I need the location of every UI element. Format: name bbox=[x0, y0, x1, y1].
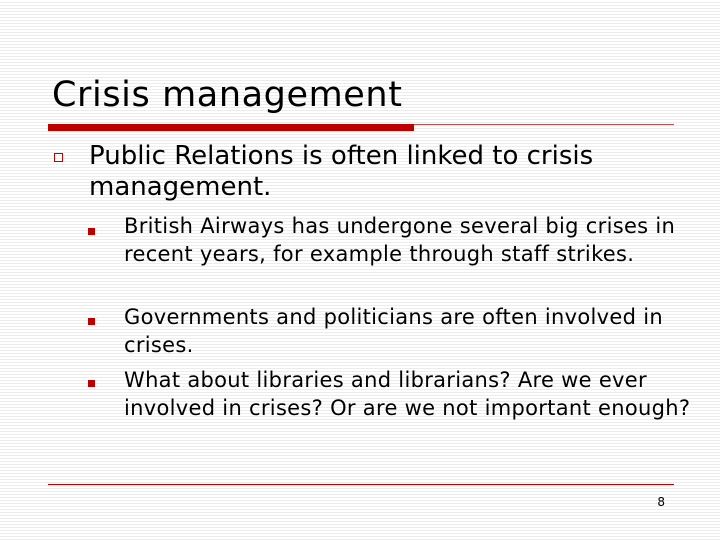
bullet-text: Public Relations is often linked to crisis management. bbox=[89, 141, 594, 202]
hollow-square-bullet-icon bbox=[54, 153, 63, 162]
title-underline-thick bbox=[48, 124, 414, 131]
filled-square-bullet-icon bbox=[88, 228, 95, 235]
sub-bullet-text: British Airways has undergone several big crises in recent years, for example through staff strikes. bbox=[124, 214, 676, 266]
slide-title: Crisis management bbox=[52, 75, 403, 115]
filled-square-bullet-icon bbox=[88, 318, 95, 325]
filled-square-bullet-icon bbox=[88, 380, 95, 387]
sub-bullet-text: What about libraries and librarians? Are we ever involved in crises? Or are we not important enough? bbox=[124, 368, 691, 420]
footer-rule bbox=[48, 484, 674, 485]
sub-bullet-text: Governments and politicians are often involved in crises. bbox=[124, 305, 663, 357]
page-number: 8 bbox=[657, 495, 665, 509]
